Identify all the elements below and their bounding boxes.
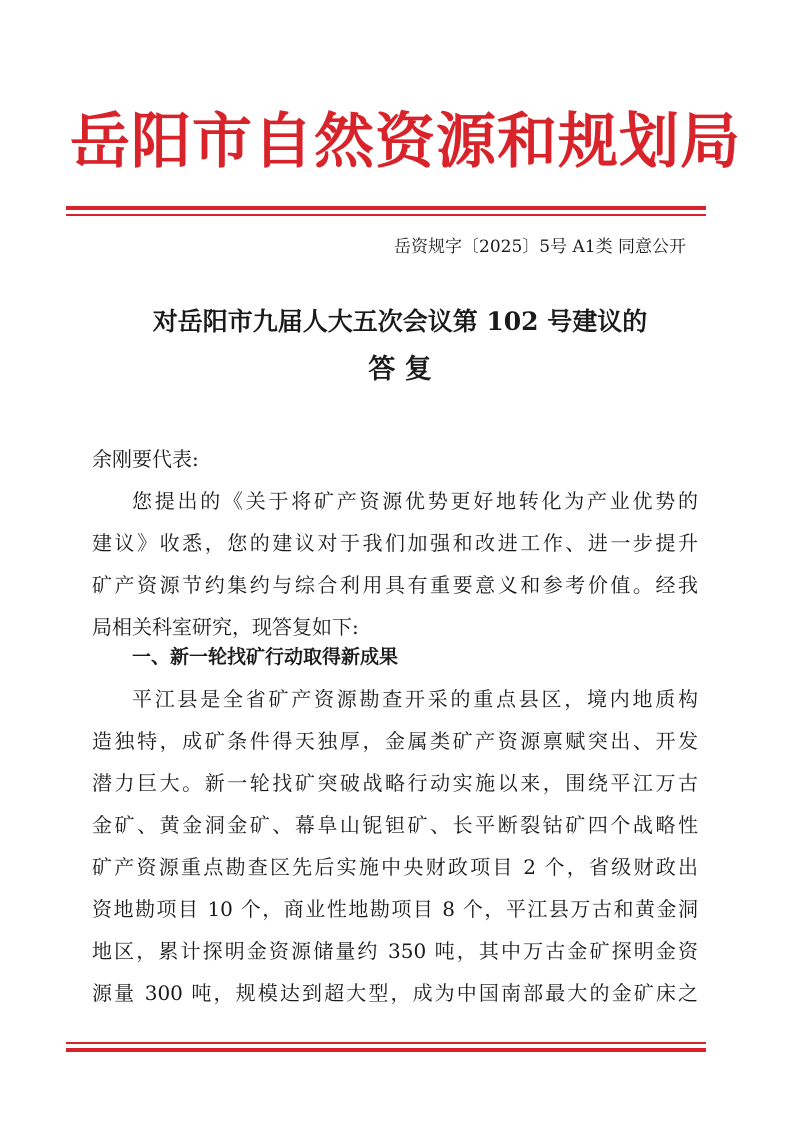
footer-red-rule-thick bbox=[66, 1048, 706, 1052]
paragraph-line: 平江县是全省矿产资源勘查开采的重点县区，境内地质构 bbox=[132, 687, 698, 711]
paragraph-line: 您提出的《关于将矿产资源优势更好地转化为产业优势的 bbox=[132, 489, 698, 513]
document-number: 岳资规字〔2025〕5号 A1类 同意公开 bbox=[394, 237, 686, 257]
header-red-rule-thick bbox=[66, 206, 706, 210]
paragraph-line: 造独特，成矿条件得天独厚，金属类矿产资源禀赋突出、开发 bbox=[92, 729, 698, 753]
paragraph-line: 矿产资源节约集约与综合利用具有重要意义和参考价值。经我 bbox=[92, 573, 698, 597]
document-title-line2: 答 复 bbox=[368, 354, 432, 385]
section-heading: 一、新一轮找矿行动取得新成果 bbox=[132, 646, 399, 668]
paragraph-line: 源量 300 吨，规模达到超大型，成为中国南部最大的金矿床之 bbox=[92, 981, 698, 1005]
header-red-rule-thin bbox=[66, 214, 706, 216]
footer-red-rule-thin bbox=[66, 1042, 706, 1044]
paragraph-line: 局相关科室研究，现答复如下: bbox=[92, 615, 359, 639]
paragraph-line: 矿产资源重点勘查区先后实施中央财政项目 2 个，省级财政出 bbox=[92, 855, 698, 879]
paragraph-line: 潜力巨大。新一轮找矿突破战略行动实施以来，围绕平江万古 bbox=[92, 771, 698, 795]
paragraph-line: 金矿、黄金洞金矿、幕阜山铌钽矿、长平断裂钴矿四个战略性 bbox=[92, 813, 698, 837]
paragraph-line: 建议》收悉，您的建议对于我们加强和改进工作、进一步提升 bbox=[92, 531, 698, 555]
document-title-line1: 对岳阳市九届人大五次会议第 102 号建议的 bbox=[152, 307, 648, 336]
paragraph-line: 地区，累计探明金资源储量约 350 吨，其中万古金矿探明金资 bbox=[92, 939, 698, 963]
paragraph-line: 资地勘项目 10 个，商业性地勘项目 8 个，平江县万古和黄金洞 bbox=[92, 897, 698, 921]
salutation: 余刚要代表: bbox=[92, 447, 199, 471]
org-header-title: 岳阳市自然资源和规划局 bbox=[70, 107, 741, 177]
